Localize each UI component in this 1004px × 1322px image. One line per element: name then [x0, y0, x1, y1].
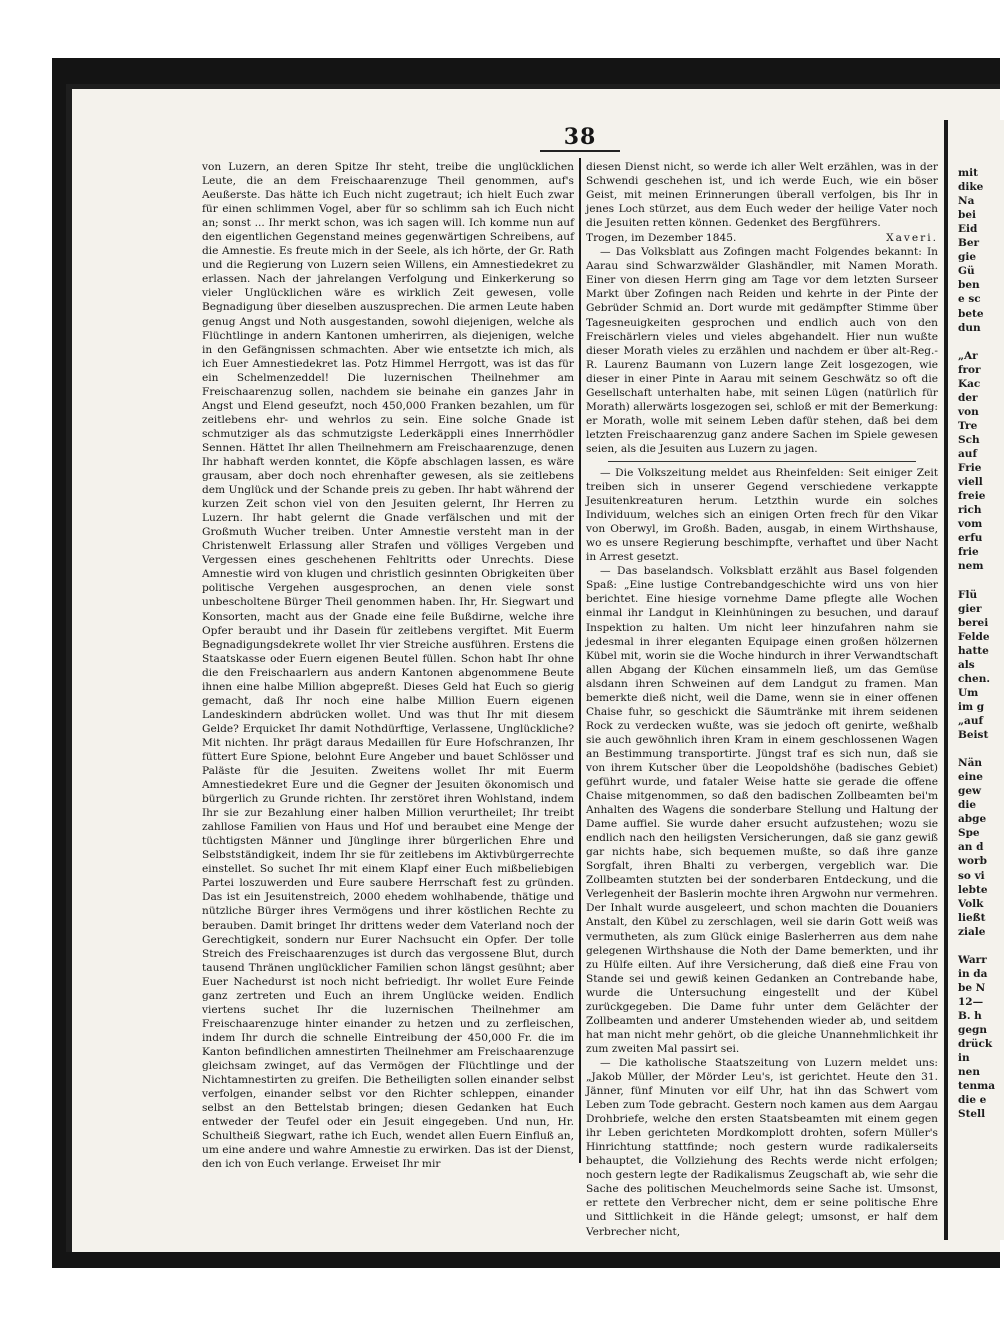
- neighbor-page-fragment: 12—: [958, 995, 984, 1008]
- neighbor-page-fragment: von: [958, 405, 979, 418]
- neighbor-page-fragment: drück: [958, 1038, 993, 1051]
- neighbor-page-fragment: „Ar: [958, 349, 978, 362]
- signature-line: [586, 231, 938, 245]
- neighbor-page-fragment: rich: [958, 504, 982, 517]
- neighbor-page-fragment: Beist: [958, 729, 989, 741]
- neighbor-page-fragment: Um: [958, 686, 979, 699]
- news-item-zofingen: — Das Volksblatt aus Zofingen macht Folgendes bekannt: In Aarau sind Schwarzwälder Glashändler, mit Namen Morath. Einer von diesen Herrn ging am Tage vor dem letzten Surseer Markt über Zofingen nach Reiden und kehrte in der Pinte der Gebrüder Schmid an. Dort wurde mit gedämpfter Stimme über Tagesneuigkeiten gesprochen und endlich auch von den Freischärlern vieles und vieles abgehandelt. Hier nun wußte dieser Morath vieles zu erzählen und nachdem er über alt-Reg.-R. Laurenz Baumann von Luzern lange Zeit losgezogen, wie dieser in einer Pinte in Aarau mit seinem Geschwätz so oft die Gesellschaft unterhalten habe, mit seinen Lügen (natürlich für Morath) allerwärts losgezogen sei, schloß er mit der Bemerkung: er Morath, wolle mit seinem Leben dafür stehen, daß bei dem letzten Freischaarenzug ganz andere Sachen im Spiele gewesen seien, als die Jesuiten aus Luzern zu jagen.: [586, 246, 938, 455]
- news-item-rheinfelden: — Die Volkszeitung meldet aus Rheinfelden: Seit einiger Zeit treiben sich in unserer Gegend verschiedene verkappte Jesuitenkreaturen herum. Letzthin wurde ein solches Individuum, welches sich an einigen Orten frech für den Vikar von Oberwyl, im Großh. Baden, ausgab, in einem Wirthshause, wo es unsere Regierung beschimpfte, verhaftet und über Nacht in Arrest gesetzt.: [586, 466, 938, 564]
- neighbor-page-fragment: nen: [958, 1066, 980, 1079]
- neighbor-page-fragment: an d: [958, 841, 984, 854]
- neighbor-page-fragment: mit: [958, 167, 978, 179]
- neighbor-page-fragment: in da: [958, 967, 988, 980]
- neighbor-page-fragment: viell: [958, 476, 983, 489]
- neighbor-page-fragment: gegn: [958, 1024, 987, 1037]
- neighbor-page-fragment: Na: [958, 195, 975, 208]
- neighbor-page-fragment: ließt: [958, 911, 986, 924]
- neighbor-page-fragment: als: [958, 658, 975, 671]
- letter-closing-paragraph: diesen Dienst nicht, so werde ich aller Welt erzählen, was in der Schwendi geschehen ist, und ich werde Euch, wie ein böser Geist, mit meinen Erinnerungen überall verfolgen, bis Ihr in jenes Loch stürzet, aus dem Euch weder der heilige Vater noch die Jesuiten retten können. Gedenket des Bergführers.: [586, 161, 938, 230]
- neighbor-page-fragment: Gü: [958, 265, 975, 278]
- neighbor-page-fragment: freie: [958, 490, 986, 503]
- right-column: [586, 160, 938, 1238]
- neighbor-page-fragment: berei: [958, 616, 989, 629]
- neighbor-page-fragment: bei: [958, 209, 977, 222]
- neighbor-page-fragment: worb: [958, 855, 987, 868]
- neighbor-page-fragment: der: [958, 391, 978, 404]
- neighbor-page-fragment: Stell: [958, 1108, 986, 1121]
- neighbor-page-fragment: Eid: [958, 223, 978, 236]
- signature-name: Xaveri.: [886, 232, 938, 245]
- neighbor-page-fragment: frie: [958, 546, 979, 559]
- neighbor-page-fragment: B. h: [958, 1010, 982, 1022]
- section-divider: [608, 461, 916, 462]
- neighbor-page-fragment: fror: [958, 363, 981, 376]
- neighbor-page-fragment: dun: [958, 321, 981, 334]
- neighbor-page-fragment: abge: [958, 813, 987, 826]
- neighbor-page-fragment: Frie: [958, 462, 982, 475]
- neighbor-page-fragment: in: [958, 1052, 970, 1065]
- neighbor-page-fragment: „auf: [958, 714, 983, 727]
- neighbor-page-fragment: die: [958, 799, 977, 812]
- neighbor-page-fragment: ben: [958, 279, 980, 292]
- neighbor-page-fragment: Nän: [958, 757, 983, 770]
- neighbor-page-fragment: auf: [958, 448, 977, 460]
- neighbor-page-fragment: Ber: [958, 237, 980, 250]
- neighbor-page-fragment: so vi: [958, 869, 985, 882]
- neighbor-page-fragment: lebte: [958, 883, 988, 896]
- left-column: [202, 160, 574, 1171]
- neighbor-page-fragment: gew: [958, 785, 982, 798]
- neighbor-page-fragment: e sc: [958, 293, 981, 306]
- neighbor-page-fragment: im g: [958, 700, 985, 713]
- neighbor-page-fragment: Flü: [958, 588, 978, 601]
- news-item-luzern: — Die katholische Staatszeitung von Luzern meldet uns: „Jakob Müller, der Mörder Leu's, ist gerichtet. Heute den 31. Jänner, fünf Minuten vor eilf Uhr, hat ihn das Schwert vom Leben zum Tode gebracht. Gestern noch kamen aus dem Aargau Drohbriefe, welche den ersten Staatsbeamten mit einem gegen ihr Leben gerichteten Mordkomplott drohten, sofern Müller's Hinrichtung stattfinde; noch gestern wurde radikalerseits behauptet, die Vollziehung des Rechts werde nicht erfolgen; noch gestern legte der Radikalismus Zeugschaft ab, wie sehr die Sache des politischen Meuchelmords seine Sache ist. Umsonst, er rettete den Verbrecher nicht, dem er seine politische Ehre und Sittlichkeit in die Hände gelegt; umsonst, er half dem Verbrecher nicht,: [586, 1056, 938, 1238]
- neighbor-page-fragment: gier: [958, 602, 982, 615]
- neighbor-page-fragment: erfu: [958, 532, 983, 545]
- neighbor-page-fragment: chen.: [958, 672, 990, 685]
- neighbor-page-fragment: Sch: [958, 433, 980, 446]
- neighbor-page-fragment: Volk: [958, 897, 984, 910]
- neighbor-page-fragment: hatte: [958, 644, 989, 657]
- letter-body-paragraph: von Luzern, an deren Spitze Ihr steht, treibe die unglücklichen Leute, die an dem Freischaarenzuge Theil genommen, auf's Aeußerste. Das hätte ich Euch nicht zugetraut; ich hielt Euch zwar für einen schlimmen Vogel, aber für so schlimm sah ich Euch nicht an; sonst ... Ihr merkt schon, was ich sagen will. Ich komme nun auf den eigentlichen Gegenstand meines gegenwärtigen Schreibens, auf die Amnestie. Es freute mich in der Seele, als ich hörte, der Gr. Rath und die Regierung von Luzern seien Willens, ein Amnestiedekret zu erlassen. Nach der jahrelangen Verfolgung und Einkerkerung so vieler Unglücklichen wäre es wirklich Zeit gewesen, volle Begnadigung über dieselben auszusprechen. Die armen Leute haben genug Angst und Noth ausgestanden, sowohl diejenigen, welche als Flüchtlinge in andern Kantonen umherirren, als diejenigen, welche in den Gefängnissen schmachten. Aber wie entsetzte ich mich, als ich Euer Amnestiedekret las. Potz Himmel Herrgott, was ist das für ein Schelmenzeddel! Die luzernischen Theilnehmer am Freischaarenzug sollen, nachdem sie beinahe ein ganzes Jahr in Angst und Elend geseufzt, noch 450,000 Franken bezahlen, um für zeitlebens ehr- und wehrlos zu sein. Eine solche Gnade ist schmutziger als das schmutzigste Lederkäppli eines Innerrhödler Sennen. Hättet Ihr allen Theilnehmern am Freischaarenzuge, denen Ihr habhaft werden konntet, die Köpfe abschlagen lassen, es wäre grausam, aber doch noch ehrenhafter gewesen, als sie zeitlebens dem Unglück und der Schande preis zu geben. Ihr habt während der kurzen Zeit schon viel von den Jesuiten gelernt, Ihr Herren zu Luzern. Ihr habt gelernt die Gnade verfälschen und mit der Großmuth Wucher treiben. Unter Amnestie versteht man in der Christenwelt Erlassung aller Strafen und völliges Vergeben und Vergessen eines geschehenen Fehltritts oder Unrechts. Diese Amnestie wird von klugen und christlich gesinnten Obrigkeiten über politische Vergehen ausgesprochen, an denen viele sonst unbescholtene Bürger Theil genommen haben. Ihr, Hr. Siegwart und Konsorten, macht aus der Gnade eine feile Bußdirne, welche ihre Opfer beraubt und ihr Dasein für zeitlebens vergiftet. Mit Euerm Begnadigungsdekrete wollet Ihr vier Streiche ausführen. Erstens die Staatskasse oder Euern eigenen Beutel füllen. Schon habt Ihr ohne die den Freischaarlern aus andern Kantonen abgenommene Beute ihnen eine halbe Million abgepreßt. Dieses Geld hat Euch so gierig gemacht, daß Ihr noch eine halbe Million Euern eigenen Landeskindern abdrücken wollet. Und was thut Ihr mit diesem Gelde? Erquicket Ihr damit Nothdürftige, Verlassene, Unglückliche? Mit nichten. Ihr prägt daraus Medaillen für Eure Hofschranzen, Ihr füttert Eure Spione, belohnt Eure Angeber und bauet Schlösser und Paläste für die Jesuiten. Zweitens wollet Ihr mit Euerm Amnestiedekret Eure und die Gegner der Jesuiten ökonomisch und bürgerlich zu Grunde richten. Ihr zerstöret ihren Wohlstand, indem Ihr sie zur Bezahlung einer halben Million verurtheilet; Ihr treibt zahllose Familien von Haus und Hof und beraubet eine Menge der tüchtigsten Männer und Jünglinge ihrer bürgerlichen Ehre und Selbstständigkeit, indem Ihr sie für zeitlebens im Aktivbürgerrechte einstellet. So suchet Ihr mit einem Klapf einer Euch mißbeliebigen Partei loszuwerden und Eure saubere Herrschaft fest zu gründen. Das ist ein Jesuitenstreich, 2000 ehedem wohlhabende, thätige und nützliche Bürger ihres Vermögens und ihrer köstlichen Rechte zu berauben. Damit bringet Ihr drittens weder dem Vaterland noch der Gerechtigkeit, sondern nur Eurer Nachsucht ein Opfer. Der tolle Streich des Freischaarenzuges ist durch das vergossene Blut, durch tausend Thränen unglücklicher Familien schon längst gesühnt; aber Euer Nachedurst ist noch nicht befriedigt. Ihr wollet Eure Feinde ganz zertreten und Euch an ihrem Unglücke weiden. Endlich viertens suchet Ihr die luzernischen Theilnehmer am Freischaarenzuge hinter einander zu hetzen und zu zerfleischen, indem Ihr durch die schnelle Eintreibung der 450,000 Fr. die im Kanton befindlichen amnestirten Theilnehmer am Freischaarenzuge gleichsam zwinget, auf das Vermögen der Flüchtlinge und der Nichtamnestirten zu greifen. Die Betheiligten sollen einander selbst verfolgen, einander selbst vor den Richter schleppen, einander selbst an den Bettelstab bringen; diesen Gedanken hat Euch entweder der Teufel oder ein Jesuit eingegeben. Und nun, Hr. Schultheiß Siegwart, rathe ich Euch, wendet allen Euern Einfluß an, um eine andere und wahre Amnestie zu erwirken. Das ist der Dienst, den ich von Euch verlange. Erweiset Ihr mir: [202, 161, 574, 1171]
- news-item-basel: — Das baselandsch. Volksblatt erzählt aus Basel folgenden Spaß: „Eine lustige Contrebandgeschichte wird uns von hier berichtet. Eine hiesige vornehme Dame pflegte alle Wochen einmal ihr Landgut in Kleinhüningen zu besuchen, und darauf Inspektion zu halten. Um nicht leer hinzufahren nahm sie jedesmal in ihrer eleganten Equipage einen großen hölzernen Kübel mit, worin sie die Woche hindurch in ihrer Verwandtschaft allen Abgang der Küchen einsammeln ließ, um das Gemüse alsdann ihren Schweinen auf dem Landgut zu framen. Man bemerkte dieß nicht, weil die Dame, wenn sie in einer offenen Chaise fuhr, so geschickt die Säumtränke mit ihrem seidenen Rock zu verdecken wußte, was sie jedoch oft genirte, weßhalb sie auch gewöhnlich ihren Kram in einem geschlossenen Wagen an Bestimmung transportirte. Jüngst traf es sich nun, daß sie von ihrem Kutscher über die Leopoldshöhe (badisches Gebiet) geführt wurde, und fataler Weise hatte sie gerade die offene Chaise mitgenommen, so daß den badischen Zollbeamten bei'm Anhalten des Wagens die sonderbare Stellung und Haltung der Dame auffiel. Sie wurde daher ersucht aufzustehen; wozu sie endlich nach den heiligsten Versicherungen, daß sie ganz gewiß gar nichts habe, sich bequemen mußte, so daß ihre ganze Sorgfalt, ihren Bhalti zu verbergen, vergeblich war. Die Zollbeamten stutzten bei der sonderbaren Entdeckung, und die Verlegenheit der Baslerin mochte ihren Argwohn nur vermehren. Der Inhalt wurde ausgeleert, und schon machten die Douaniers Anstalt, den Kübel zu zerschlagen, weil sie darin Gott weiß was vermutheten, als zum Glück einige Baslerherren aus dem nahe gelegenen Wirthshause die Noth der Dame bemerkten, und ihr zu Hülfe eilten. Auf ihre Versicherung, daß dieß eine Frau von Stande sei und gewiß keinen Gedanken an Contrebande habe, wurde die Untersuchung eingestellt und der Kübel zurückgegeben. Die Dame fuhr unter dem Gelächter der Zollbeamten und anderer Umstehenden wieder ab, und seitdem hat man nicht mehr gehört, ob die gleiche Unannehmlichkeit ihr zum zweiten Mal passirt sei.: [586, 565, 938, 1055]
- neighbor-page-fragment: Warr: [958, 953, 987, 966]
- signature-place-date: Trogen, im Dezember 1845.: [586, 232, 737, 245]
- neighbor-page-fragment: eine: [958, 771, 983, 784]
- neighbor-page-fragment: die e: [958, 1094, 987, 1107]
- neighbor-page-fragment: Kac: [958, 377, 981, 390]
- neighbor-page-fragment: be N: [958, 981, 986, 994]
- page-number: 38: [563, 124, 597, 150]
- neighbor-page-fragment: gie: [958, 251, 977, 264]
- page-number-rule: [540, 150, 620, 152]
- neighbor-page-fragment: ziale: [958, 925, 986, 938]
- neighbor-page-fragment: tenma: [958, 1080, 996, 1093]
- neighbor-page-fragment: nem: [958, 560, 984, 573]
- neighbor-page-fragment: Felde: [958, 630, 990, 643]
- neighbor-page-fragment: Tre: [958, 419, 978, 432]
- neighbor-page-fragment: Spe: [958, 827, 980, 840]
- neighbor-page-fragment: bete: [958, 307, 984, 320]
- neighbor-page-fragment: dike: [958, 181, 984, 194]
- column-divider: [579, 158, 581, 1163]
- neighbor-page-fragment: vom: [958, 518, 983, 531]
